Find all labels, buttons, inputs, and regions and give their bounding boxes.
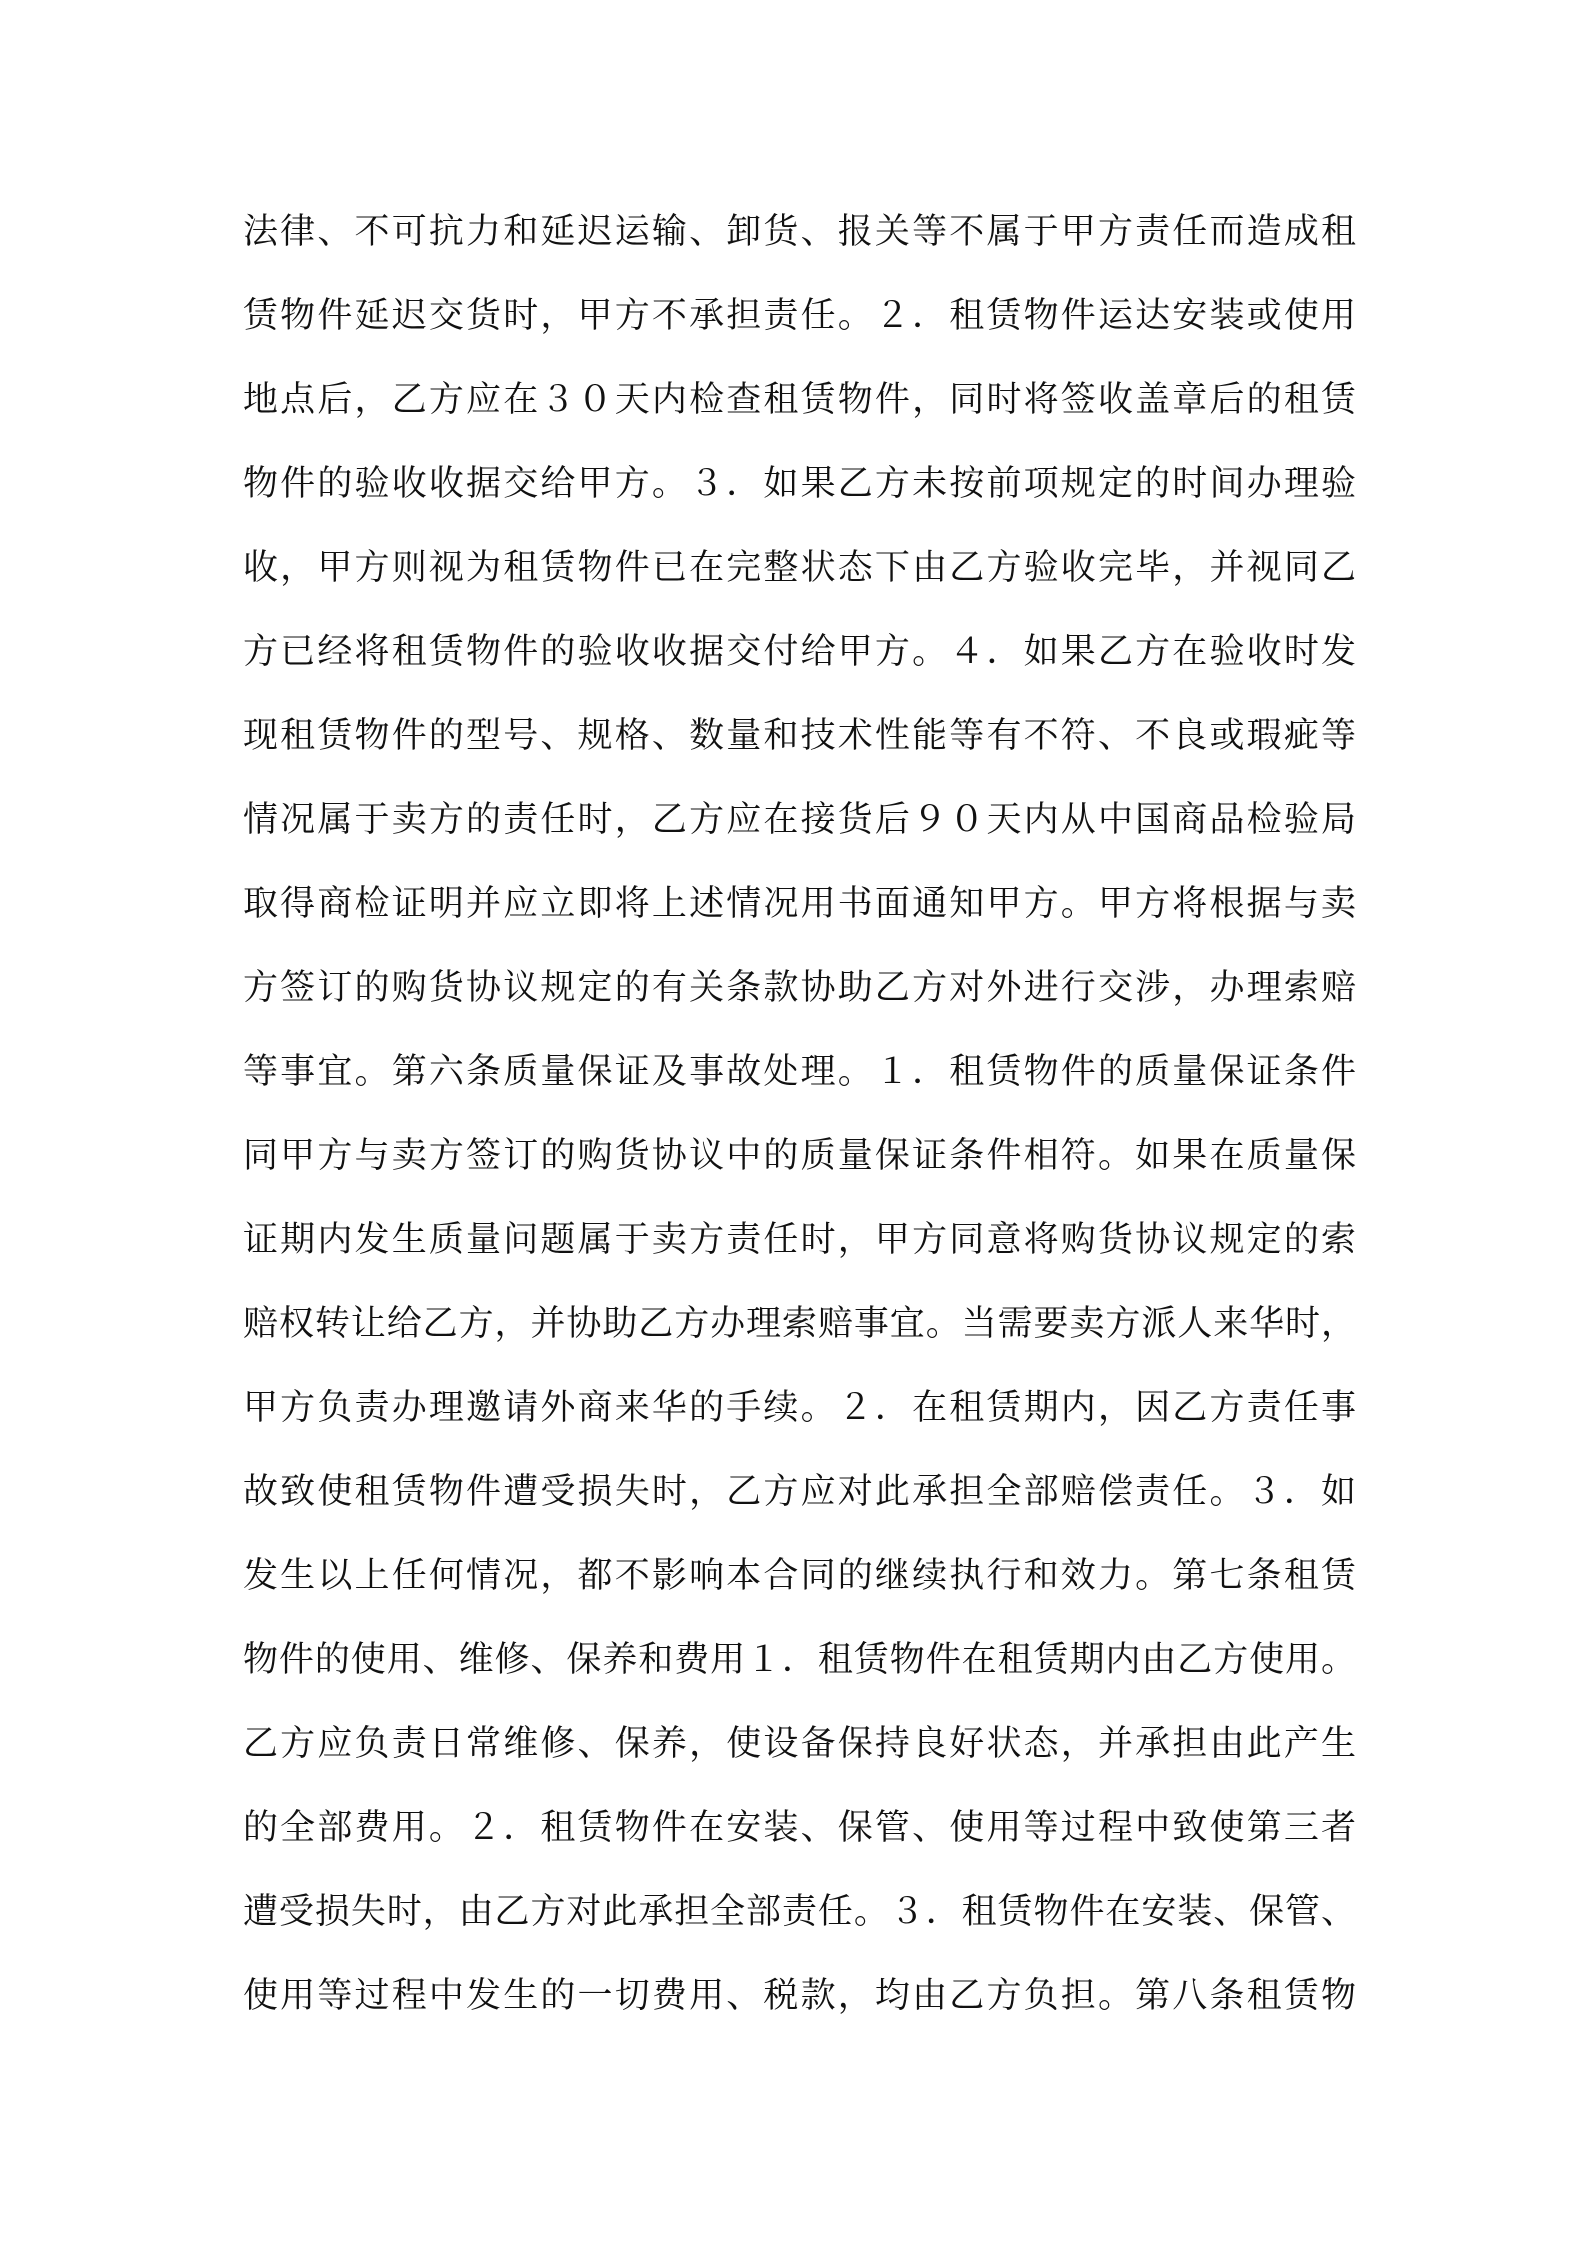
- text-line: 方签订的购货协议规定的有关条款协助乙方对外进行交涉，办理索赔: [243, 968, 1356, 1008]
- text-line: 地点后，乙方应在３０天内检查租赁物件，同时将签收盖章后的租赁: [243, 380, 1356, 420]
- text-line: 遭受损失时，由乙方对此承担全部责任。３．租赁物件在安装、保管、: [243, 1892, 1356, 1932]
- text-line: 方已经将租赁物件的验收收据交付给甲方。４．如果乙方在验收时发: [243, 632, 1356, 672]
- text-line: 现租赁物件的型号、规格、数量和技术性能等有不符、不良或瑕疵等: [243, 716, 1356, 756]
- text-line: 赁物件延迟交货时，甲方不承担责任。２．租赁物件运达安装或使用: [243, 296, 1356, 336]
- text-line: 的全部费用。２．租赁物件在安装、保管、使用等过程中致使第三者: [243, 1808, 1356, 1848]
- contract-text-block: [243, 202, 1356, 2050]
- text-line: 证期内发生质量问题属于卖方责任时，甲方同意将购货协议规定的索: [243, 1220, 1356, 1260]
- text-line: 物件的验收收据交给甲方。３．如果乙方未按前项规定的时间办理验: [243, 464, 1356, 504]
- text-line: 乙方应负责日常维修、保养，使设备保持良好状态，并承担由此产生: [243, 1724, 1356, 1764]
- text-line: 等事宜。第六条质量保证及事故处理。１．租赁物件的质量保证条件: [243, 1052, 1356, 1092]
- text-line: 发生以上任何情况，都不影响本合同的继续执行和效力。第七条租赁: [243, 1556, 1356, 1596]
- text-line: 法律、不可抗力和延迟运输、卸货、报关等不属于甲方责任而造成租: [243, 212, 1356, 252]
- text-line: 故致使租赁物件遭受损失时，乙方应对此承担全部赔偿责任。３．如: [243, 1472, 1356, 1512]
- text-line: 物件的使用、维修、保养和费用１．租赁物件在租赁期内由乙方使用。: [243, 1640, 1356, 1680]
- text-line: 收，甲方则视为租赁物件已在完整状态下由乙方验收完毕，并视同乙: [243, 548, 1356, 588]
- text-line: 取得商检证明并应立即将上述情况用书面通知甲方。甲方将根据与卖: [243, 884, 1356, 924]
- text-line: 情况属于卖方的责任时，乙方应在接货后９０天内从中国商品检验局: [243, 800, 1356, 840]
- text-line: 同甲方与卖方签订的购货协议中的质量保证条件相符。如果在质量保: [243, 1136, 1356, 1176]
- text-line: 甲方负责办理邀请外商来华的手续。２．在租赁期内，因乙方责任事: [243, 1388, 1356, 1428]
- text-line: 使用等过程中发生的一切费用、税款，均由乙方负担。第八条租赁物: [243, 1976, 1356, 2016]
- text-line: 赔权转让给乙方，并协助乙方办理索赔事宜。当需要卖方派人来华时，: [243, 1304, 1356, 1344]
